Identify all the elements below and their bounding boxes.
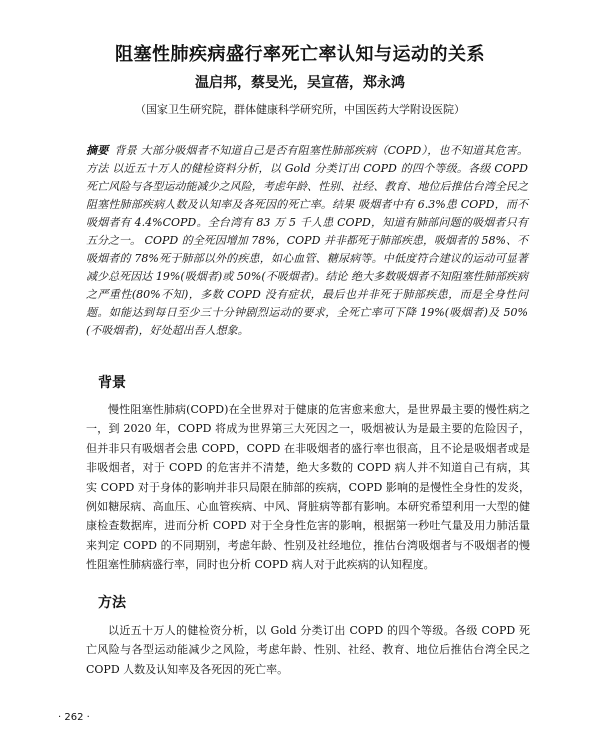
page-number: · 262 ·	[58, 712, 90, 723]
abstract	[86, 142, 528, 340]
paper-title: 阻塞性肺疾病盛行率死亡率认知与运动的关系	[115, 44, 485, 65]
section-body-method: 以近五十万人的健检资分析，以 Gold 分类订出 COPD 的四个等级。各级 COPD 死亡风险与各型运动能减少之风险，考虑年龄、性别、社经、教育、地位后推估台湾全民之 COPD 人数及认知率及各死因的死亡率。	[86, 624, 530, 676]
section-body-background: 慢性阻塞性肺病(COPD)在全世界对于健康的危害愈来愈大，是世界最主要的慢性病之一，到 2020 年，COPD 将成为世界第三大死因之一，吸烟被认为是最主要的危险因子，但并非只有吸烟者会患 COPD，COPD 在非吸烟者的盛行率也很高，且不论是吸烟者或是非吸烟者，对于 COPD 的危害并不清楚，绝大多数的 COPD 病人并不知道自己有病，其实 COPD 对于身体的影响并非只局限在肺部的疾病，COPD 影响的是慢性全身性的发炎，例如糖尿病、高血压、心血管疾病、中风、肾脏病等都有影响。本研究希望利用一大型的健康检查数据库，进而分析 COPD 对于全身性危害的影响，根据第一秒吐气量及用力肺活量来判定 COPD 的不同期别，考虑年龄、性别及社经地位，推估台湾吸烟者与不吸烟者的慢性阻塞性肺病盛行率，同时也分析 COPD 病人对于此疾病的认知程度。	[86, 403, 530, 572]
section-heading-method: 方法	[98, 595, 126, 611]
abstract-text: 背景 大部分吸烟者不知道自己是否有阻塞性肺部疾病（COPD），也不知道其危害。方法 以近五十万人的健检资料分析，以 Gold 分类订出 COPD 的四个等级。各级 COPD 死亡风险与各型运动能减少之风险，考虑年龄、性别、社经、教育、地位后推估台湾全民之阻塞性肺部疾病人数及认知率及各死因的死亡率。结果 吸烟者中有 6.3%患 COPD，而不吸烟者有 4.4%COPD。全台湾有 83 万 5 千人患 COPD，知道有肺部问题的吸烟者只有五分之一。 COPD 的全死因增加 78%，COPD 并非都死于肺部疾患，吸烟者的 58%、不吸烟者的 78%死于肺部以外的疾患，如心血管、糖尿病等。中低度符合建议的运动可显著减少总死因达 19%(吸烟者)或 50%(不吸烟者)。结论 绝大多数吸烟者不知阻塞性肺部疾病之严重性(80%不知)，多数 COPD 没有症状，最后也并非死于肺部疾患，而是全身性问题。如能达到每日至少三十分钟剧烈运动的要求，全死亡率可下降 19%(吸烟者)及 50%(不吸烟者)，好处超出吾人想象。	[86, 144, 528, 337]
author-list: 温启邦，蔡旻光，吴宣蓓，郑永鸿	[195, 75, 405, 91]
section-heading-background: 背景	[98, 375, 126, 391]
abstract-label: 摘要	[86, 144, 109, 157]
affiliation: （国家卫生研究院，群体健康科学研究所，中国医药大学附设医院）	[135, 103, 465, 116]
